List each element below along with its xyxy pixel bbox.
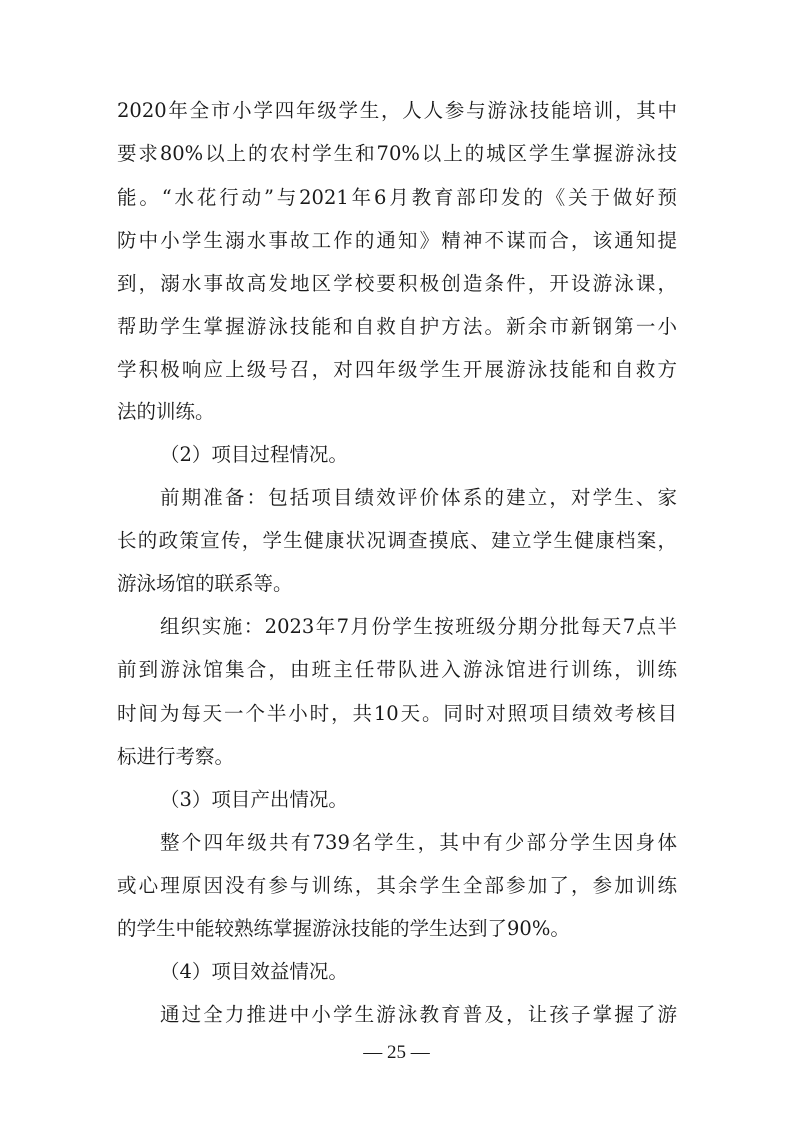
- text-line: 前到游泳馆集合，由班主任带队进入游泳馆进行训练，训练: [117, 658, 677, 681]
- text-line: 前期准备：包括项目绩效评价体系的建立，对学生、家: [160, 486, 677, 509]
- page-number: — 25 —: [363, 1042, 430, 1063]
- text-line: 整个四年级共有739名学生，其中有少部分学生因身体: [160, 831, 677, 854]
- section-heading: （2）项目过程情况。: [160, 443, 348, 466]
- text-line: 防中小学生溺水事故工作的通知》精神不谋而合，该通知提: [117, 229, 677, 252]
- text-line: 2020年全市小学四年级学生，人人参与游泳技能培训，其中: [117, 99, 677, 122]
- text-line: 组织实施：2023年7月份学生按班级分期分批每天7点半: [160, 615, 677, 638]
- text-line: 帮助学生掌握游泳技能和自救自护方法。新余市新钢第一小: [117, 315, 677, 338]
- text-line: 要求80%以上的农村学生和70%以上的城区学生掌握游泳技: [117, 142, 677, 165]
- text-line: 法的训练。: [117, 400, 215, 423]
- text-line: 时间为每天一个半小时，共10天。同时对照项目绩效考核目: [117, 702, 677, 725]
- text-line: 能。“水花行动”与2021年6月教育部印发的《关于做好预: [117, 186, 677, 209]
- text-line: 学积极响应上级号召，对四年级学生开展游泳技能和自救方: [117, 358, 677, 381]
- section-heading: （3）项目产出情况。: [160, 788, 348, 811]
- text-line: 到，溺水事故高发地区学校要积极创造条件，开设游泳课，: [117, 272, 677, 295]
- text-line: 通过全力推进中小学生游泳教育普及，让孩子掌握了游: [160, 1003, 677, 1026]
- text-line: 游泳场馆的联系等。: [117, 572, 293, 595]
- text-line: 的学生中能较熟练掌握游泳技能的学生达到了90%。: [117, 917, 570, 940]
- text-line: 标进行考察。: [117, 745, 235, 768]
- text-line: 长的政策宣传，学生健康状况调查摸底、建立学生健康档案，: [117, 529, 677, 552]
- text-line: 或心理原因没有参与训练，其余学生全部参加了，参加训练: [117, 874, 677, 897]
- section-heading: （4）项目效益情况。: [160, 960, 348, 983]
